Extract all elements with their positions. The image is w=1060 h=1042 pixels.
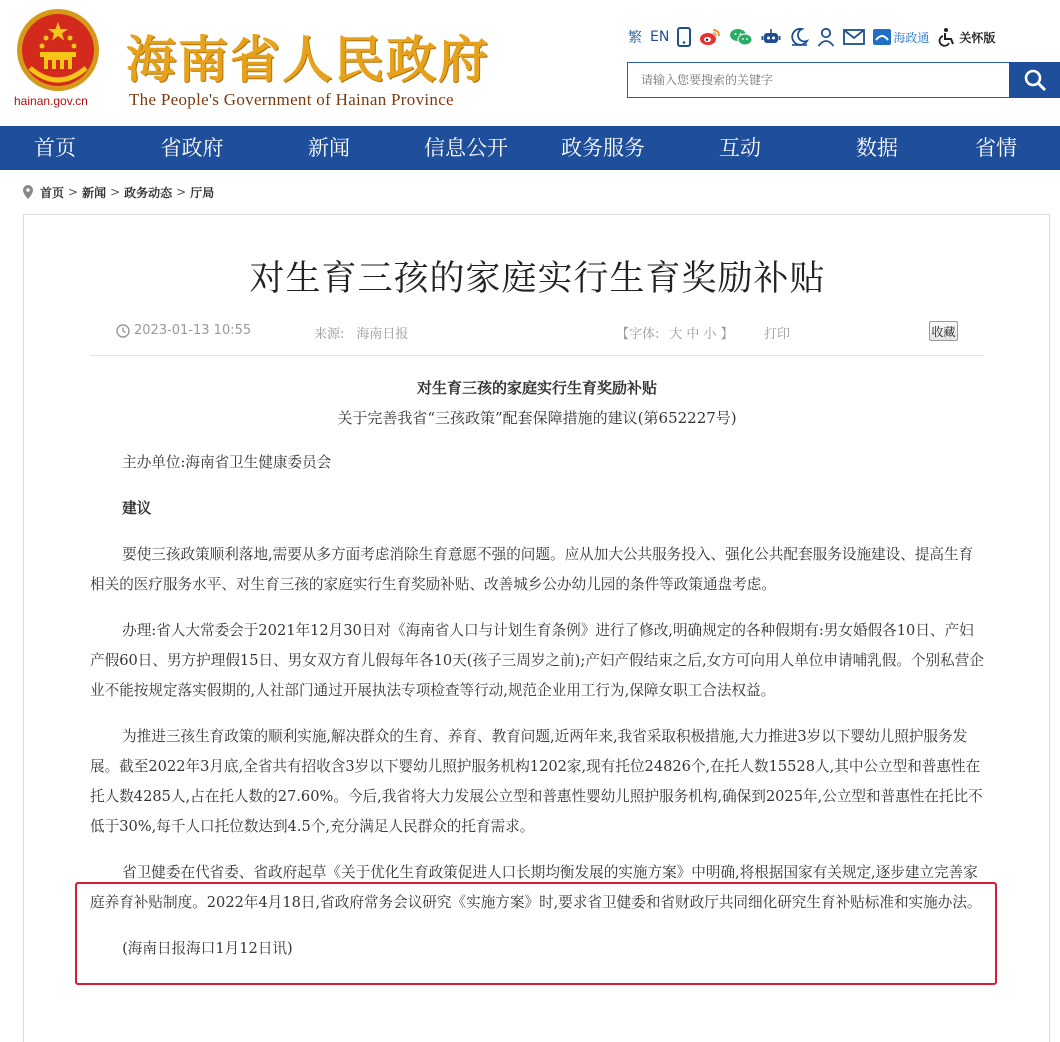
nav-item-info-disclosure[interactable]: 信息公开 (424, 136, 508, 160)
search-icon (1023, 68, 1047, 92)
font-label-close: 】 (720, 327, 734, 342)
header-toolbar (628, 26, 995, 48)
location-pin-icon (22, 185, 34, 199)
font-medium-button[interactable]: 中 (686, 327, 700, 342)
wheelchair-icon (937, 27, 957, 47)
source-label: 来源: (314, 327, 345, 342)
site-name-cn[interactable]: 海南省人民政府 (126, 31, 490, 89)
spacer (90, 478, 984, 494)
nav-item-province-info[interactable]: 省情 (975, 136, 1017, 160)
wechat-icon[interactable] (729, 26, 753, 48)
source-name: 海南日报 (356, 327, 409, 342)
spacer (90, 600, 984, 616)
breadcrumb-home[interactable]: 首页 (40, 185, 65, 200)
nav-item-services[interactable]: 政务服务 (561, 136, 645, 160)
response-paragraph-2: 为推进三孩生育政策的顺利实施,解决群众的生育、养育、教育问题,近两年来,我省采取积极措施,大力推进3岁以下婴幼儿照护服务发展。截至2022年3月底,全省共有招收含3岁以下婴幼儿照护服务机构1202家,现有托位24826个,在托人数15528人,其中公立型和普惠性在托人数4285人,占在托人数的27.60%。今后,我省将大力发展公立型和普惠性婴幼儿照护服务机构,确保到2025年,公立型和普惠性在托比不低于30%,每千人口托位数达到4.5个,充分满足人民群众的托育需求。 (90, 728, 983, 835)
article-source (314, 323, 408, 342)
article-body (90, 373, 984, 964)
font-label: 【字体: (616, 327, 660, 342)
care-mode-link[interactable] (937, 26, 995, 48)
care-mode-label: 关怀版 (959, 30, 996, 45)
site-domain: hainan.gov.cn (14, 94, 88, 108)
nav-item-data[interactable]: 数据 (856, 136, 898, 160)
hainantong-link[interactable] (873, 26, 929, 48)
search-input[interactable] (627, 62, 1009, 98)
suggestion-paragraph: 要使三孩政策顺利落地,需要从多方面考虑消除生育意愿不强的问题。应从加大公共服务投入、强化公共配套服务设施建设、提高生育相关的医疗服务水平、对生育三孩的家庭实行生育奖励补贴、改善城乡公办幼儿园的条件等政策通盘考虑。 (90, 546, 974, 593)
mobile-icon[interactable] (677, 26, 691, 48)
breadcrumb-separator-icon: > (68, 185, 79, 199)
font-small-button[interactable]: 小 (703, 327, 717, 342)
news-source-note: (海南日报海口1月12日讯) (122, 940, 293, 957)
publish-date-text: 2023-01-13 10:55 (134, 323, 252, 338)
favorite-button[interactable]: 收藏 (929, 321, 958, 341)
nav-item-interaction[interactable]: 互动 (719, 136, 761, 160)
breadcrumb-gov-dynamics[interactable]: 政务动态 (124, 185, 173, 200)
main-nav (0, 126, 1060, 170)
section-heading: 建议 (122, 500, 152, 517)
print-button[interactable]: 打印 (764, 327, 791, 342)
breadcrumb-separator-icon: > (176, 185, 187, 199)
site-name-en: The People's Government of Hainan Province (129, 90, 454, 109)
breadcrumb (22, 182, 214, 202)
highlighted-paragraph: 省卫健委在代省委、省政府起草《关于优化生育政策促进人口长期均衡发展的实施方案》中明确,将根据国家有关规定,逐步建立完善家庭养育补贴制度。2022年4月18日,省政府常务会议研究《实施方案》时,要求省卫健委和省财政厅共同细化研究生育补贴标准和实施办法。 (90, 864, 982, 911)
publish-date (116, 323, 251, 338)
organizer-paragraph: 主办单位:海南省卫生健康委员会 (122, 454, 332, 471)
spacer (90, 706, 984, 722)
highlight-box (75, 882, 997, 985)
traditional-chinese-link[interactable]: 繁 (628, 30, 642, 46)
article-title: 对生育三孩的家庭实行生育奖励补贴 (249, 259, 826, 299)
site-header (0, 0, 1060, 126)
nav-item-home[interactable]: 首页 (34, 136, 76, 160)
response-paragraph-1: 办理:省人大常委会于2021年12月30日对《海南省人口与计划生育条例》进行了修改,明确规定的各种假期有:男女婚假各10日、产妇产假60日、男方护理假15日、男女双方育儿假每年各10天(孩子三周岁之前);产妇产假结束之后,女方可向用人单位申请哺乳假。个别私营企业不能按规定落实假期的,人社部门通过开展执法专项检查等行动,规范企业用工行为,保障女职工合法权益。 (90, 622, 984, 699)
font-size-controls (616, 323, 733, 342)
spacer (90, 433, 984, 448)
nav-item-government[interactable]: 省政府 (160, 136, 224, 160)
weibo-icon[interactable] (699, 26, 721, 48)
national-emblem-icon[interactable] (16, 8, 100, 92)
accessibility-moon-icon[interactable] (789, 26, 809, 48)
search-button[interactable] (1009, 62, 1060, 98)
english-link[interactable]: EN (650, 29, 670, 45)
user-icon[interactable] (817, 26, 835, 48)
mail-icon[interactable] (843, 26, 865, 48)
robot-icon[interactable] (761, 26, 781, 48)
spacer (90, 842, 984, 858)
meta-divider (90, 355, 984, 356)
hainantong-label: 海政通 (893, 30, 930, 45)
article-subtitle: 对生育三孩的家庭实行生育奖励补贴 (416, 379, 657, 397)
article-subtitle-proposal: 关于完善我省“三孩政策”配套保障措施的建议(第652227号) (337, 409, 737, 427)
hainantong-icon (873, 29, 891, 45)
spacer (90, 524, 984, 540)
nav-item-news[interactable]: 新闻 (308, 136, 350, 160)
breadcrumb-departments[interactable]: 厅局 (190, 185, 215, 200)
breadcrumb-news[interactable]: 新闻 (82, 185, 107, 200)
article-meta (24, 319, 1051, 343)
font-large-button[interactable]: 大 (669, 327, 683, 342)
clock-icon (116, 324, 130, 338)
breadcrumb-separator-icon: > (110, 185, 121, 199)
